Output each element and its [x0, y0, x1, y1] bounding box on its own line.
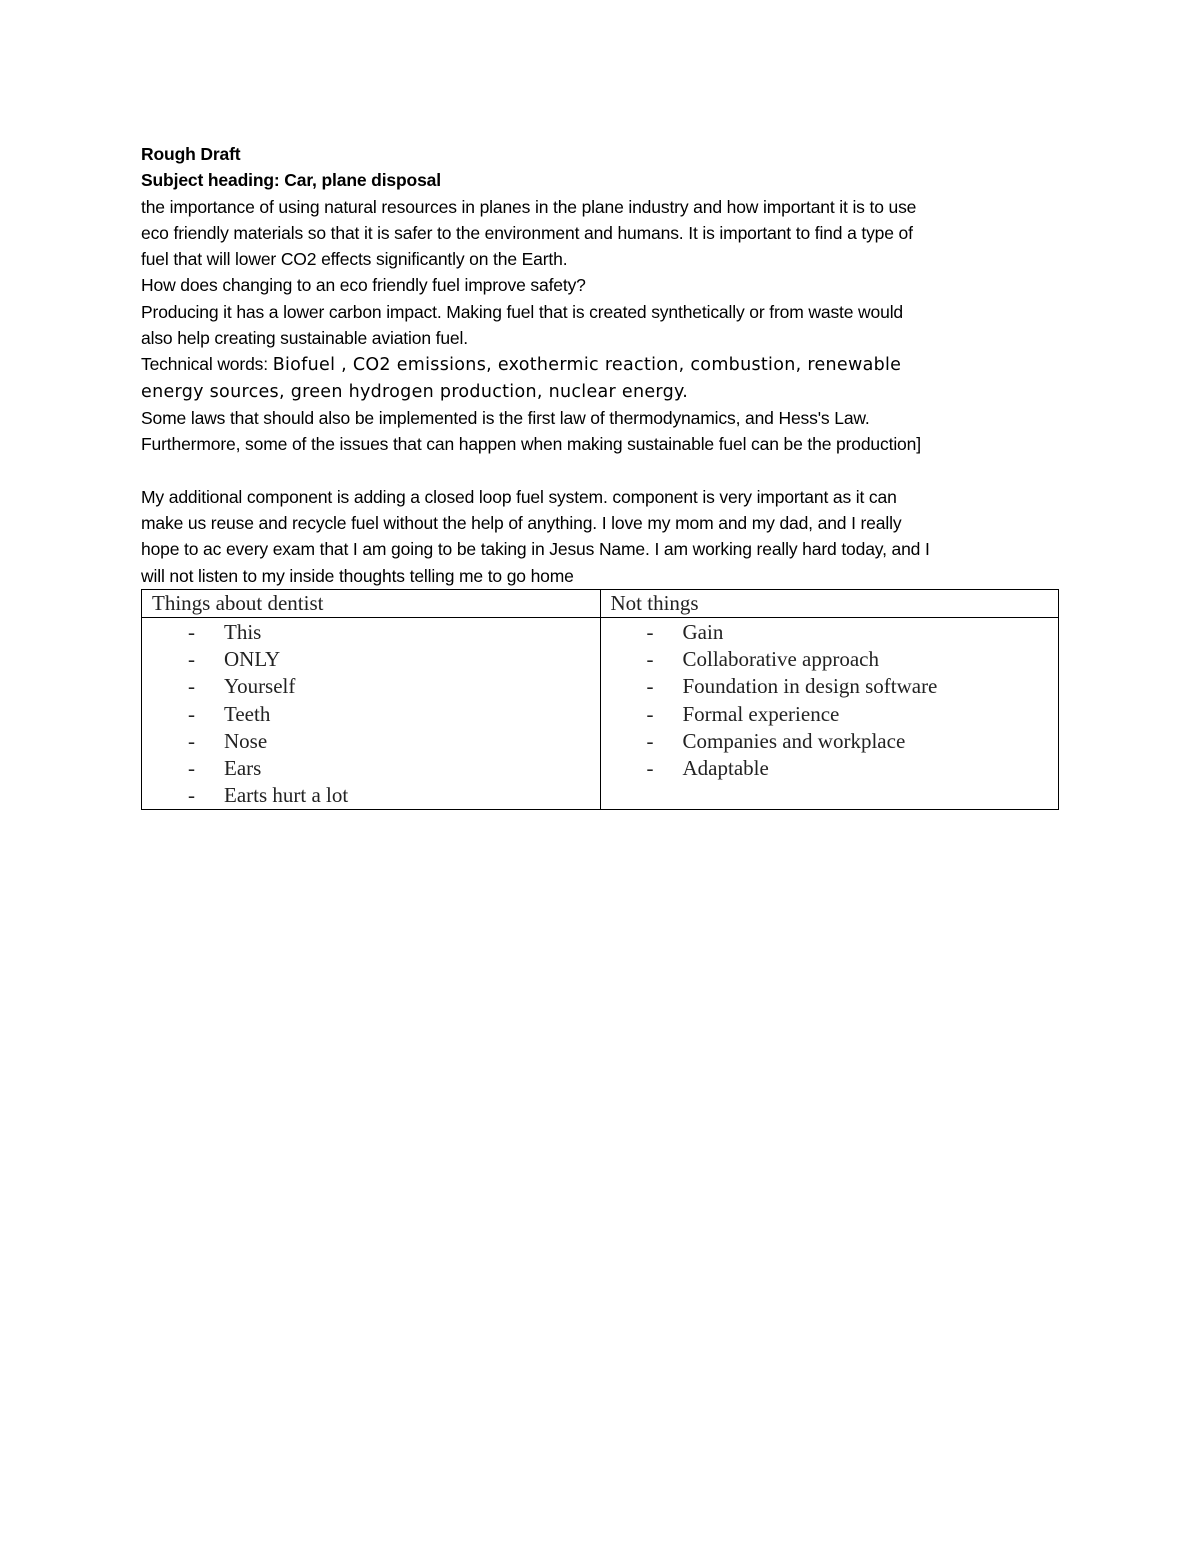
list-item-text: Collaborative approach [682, 647, 880, 672]
table-header-row [142, 590, 1059, 618]
paragraph-line: will not listen to my inside thoughts telling me to go home [141, 565, 574, 586]
dash-bullet: - [188, 620, 195, 644]
question-line: How does changing to an eco friendly fuel improve safety? [141, 275, 586, 296]
table-header-not-things: Not things [600, 590, 1059, 618]
technical-words-label: Technical words: [141, 354, 273, 375]
document-title: Rough Draft [141, 144, 241, 164]
table-cell-things-about-dentist [142, 618, 601, 810]
dash-bullet: - [646, 701, 654, 726]
paragraph-line: My additional component is adding a closed loop fuel system. component is very important as it can [141, 486, 897, 507]
document-body [141, 141, 1059, 589]
list-item [601, 673, 1059, 700]
list-item-text: Formal experience [682, 701, 840, 726]
list-item [142, 673, 600, 700]
table-row [142, 618, 1059, 810]
dash-bullet: - [646, 620, 654, 644]
paragraph-line: also help creating sustainable aviation fuel. [141, 328, 468, 349]
paragraph-line: Producing it has a lower carbon impact. Making fuel that is created synthetically or from waste would [141, 301, 904, 322]
paragraph-line: make us reuse and recycle fuel without the help of anything. I love my mom and my dad, and I really [141, 513, 902, 534]
dash-bullet: - [188, 674, 195, 699]
list-item [142, 782, 600, 809]
dash-bullet: - [646, 755, 654, 780]
list-item-text: Foundation in design software [682, 674, 938, 699]
list-item [142, 619, 600, 646]
list-item [601, 701, 1059, 728]
table-header-things-about-dentist: Things about dentist [142, 590, 601, 618]
list-item [601, 619, 1059, 646]
list-item [601, 646, 1059, 673]
dash-bullet: - [188, 647, 195, 672]
list-item-text: Gain [682, 620, 724, 644]
list-item [142, 701, 600, 728]
list-item [142, 728, 600, 755]
list-item-text: Nose [224, 728, 268, 753]
technical-words-line [141, 351, 1059, 378]
dash-bullet: - [188, 728, 195, 753]
dash-bullet: - [188, 755, 195, 780]
technical-words-terms-continued: energy sources, green hydrogen production, nuclear energy. [141, 381, 689, 402]
comparison-table [141, 589, 1059, 810]
list-item-text: This [224, 620, 262, 644]
list-item [142, 755, 600, 782]
list-item-text: Earts hurt a lot [224, 783, 349, 808]
dash-list [142, 619, 600, 809]
paragraph-line: Furthermore, some of the issues that can happen when making sustainable fuel can be the production] [141, 434, 921, 455]
dash-bullet: - [646, 674, 654, 699]
list-item [601, 755, 1059, 782]
list-item-text: Yourself [224, 674, 296, 699]
dash-list [601, 619, 1059, 782]
paragraph-line: hope to ac every exam that I am going to be taking in Jesus Name. I am working really hard today, and I [141, 539, 930, 560]
paragraph-line: Some laws that should also be implemented is the first law of thermodynamics, and Hess's Law. [141, 407, 870, 428]
dash-bullet: - [188, 783, 195, 808]
blank-line [141, 458, 1059, 484]
list-item-text: Companies and workplace [682, 728, 906, 753]
dash-bullet: - [646, 647, 654, 672]
list-item [601, 728, 1059, 755]
paragraph-line: eco friendly materials so that it is safer to the environment and humans. It is important to find a type of [141, 222, 913, 243]
paragraph-line: fuel that will lower CO2 effects significantly on the Earth. [141, 249, 568, 270]
subject-heading: Subject heading: Car, plane disposal [141, 170, 441, 191]
dash-bullet: - [188, 701, 195, 726]
list-item-text: Adaptable [682, 755, 769, 780]
list-item-text: ONLY [224, 647, 281, 672]
technical-words-terms: Biofuel , CO2 emissions, exothermic reaction, combustion, renewable [272, 355, 902, 376]
dash-bullet: - [646, 728, 654, 753]
list-item-text: Teeth [224, 701, 271, 726]
list-item-text: Ears [224, 755, 262, 780]
list-item [142, 646, 600, 673]
paragraph-line: the importance of using natural resources in planes in the plane industry and how important it is to use [141, 196, 917, 217]
table-cell-not-things [600, 618, 1059, 810]
